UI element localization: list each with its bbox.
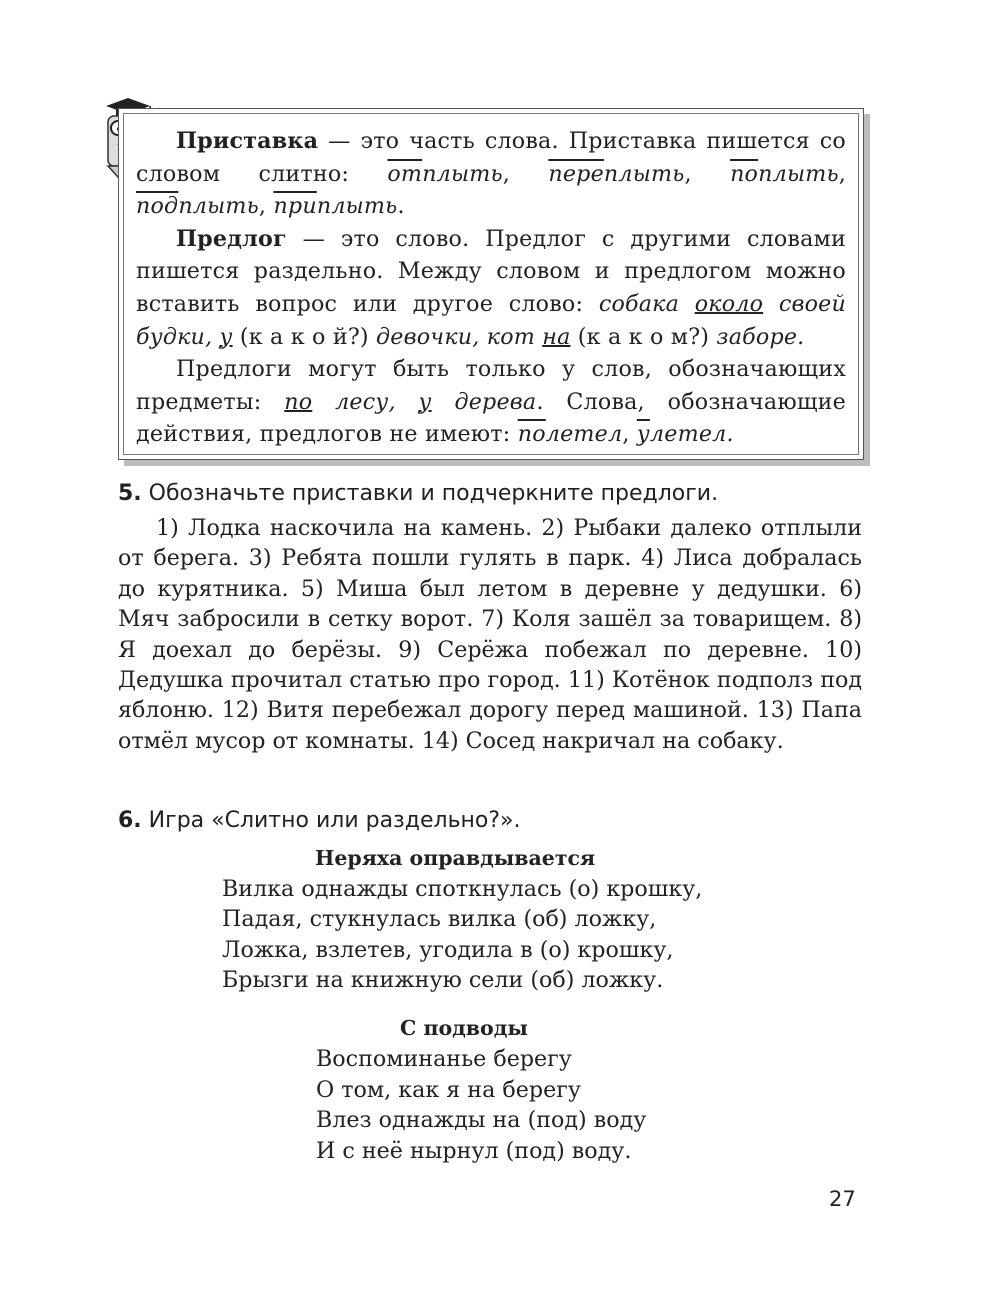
poem-line: И с неё нырнул (под) воду.	[316, 1138, 632, 1164]
exercise-5-heading: 5. Обозначьте приставки и подчеркните предлоги.	[118, 481, 719, 506]
rule-preposition-paragraph: Предлог — это слово. Предлог с другими словами пишется раздельно. Между словом и предлогом можно вставить вопрос или другое слово: собака около своей будки, у (к а к о й?) девочки, кот на (к а к о м?) заборе.	[136, 225, 846, 350]
poem-line: Брызги на книжную сели (об) ложку.	[222, 967, 664, 993]
poem-line: Вилка однажды споткнулась (о) крошку,	[222, 876, 703, 902]
poem-line: О том, как я на берегу	[316, 1077, 581, 1103]
poem-1-title: Неряха оправдывается	[315, 846, 596, 870]
poem-line: Влез однажды на (под) воду	[316, 1107, 647, 1133]
example-word: подплыть	[136, 193, 259, 220]
exercise-5-text: 1) Лодка наскочила на камень. 2) Рыбаки далеко отплыли от берега. 3) Ребята пошли гулять в парк. 4) Лиса добралась до курятника. 5) Миша был летом в деревне у дедушки. 6) Мяч забросили в сетку ворот. 7) Коля зашёл за товарищем. 8) Я доехал до берёзы. 9) Серёжа побежал по деревне. 10) Дедушка прочитал статью про город. 11) Котёнок подполз под яблоню. 12) Витя перебежал дорогу перед машиной. 13) Папа отмёл мусор от комнаты. 14) Сосед накричал на собаку.	[118, 515, 862, 754]
rule-note-paragraph: Предлоги могут быть только у слов, обозначающих предметы: по лесу, у дерева. Слова, обозначающие действия, предлогов не имеют: полетел, улетел.	[136, 356, 846, 448]
poem-2-title: С подводы	[400, 1016, 528, 1040]
poem-line: Воспоминанье берегу	[316, 1046, 572, 1072]
term-preposition: Предлог	[176, 225, 287, 252]
example-word: приплыть	[273, 193, 398, 220]
exercise-6-heading: 6. Игра «Слитно или раздельно?».	[118, 808, 521, 833]
rule-text	[136, 125, 846, 451]
poem-line: Падая, стукнулась вилка (об) ложку,	[222, 906, 657, 932]
term-prefix: Приставка	[176, 128, 319, 154]
rule-prefix-paragraph: Приставка — это часть слова. Приставка пишется со словом слитно: отплыть, переплыть, поплыть, подплыть, приплыть.	[136, 128, 846, 220]
example-word: поплыть	[730, 160, 839, 187]
page-number: 27	[829, 1187, 856, 1211]
example-word: отплыть	[387, 160, 503, 187]
poem-line: Ложка, взлетев, угодила в (о) крошку,	[222, 937, 674, 963]
example-word: переплыть	[548, 160, 685, 187]
